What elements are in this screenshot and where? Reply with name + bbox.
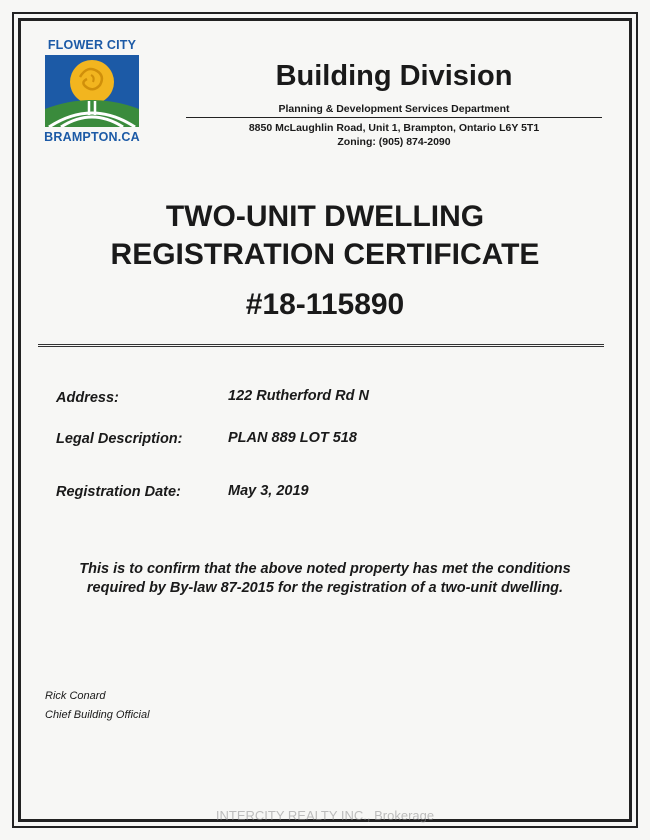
division-title: Building Division — [275, 60, 513, 92]
legal-description-value: PLAN 889 LOT 518 — [228, 430, 357, 446]
flower-city-rose-icon — [45, 55, 139, 127]
logo-top-text: FLOWER CITY — [47, 38, 137, 52]
logo-bottom-text: BRAMPTON.CA — [44, 130, 140, 144]
section-divider — [38, 344, 604, 347]
department-name: Planning & Development Services Department — [278, 103, 510, 115]
certificate-title-line1: TWO-UNIT DWELLING — [165, 200, 485, 233]
letterhead — [186, 60, 602, 148]
legal-description-label: Legal Description: — [56, 431, 183, 447]
signatory-name: Rick Conard — [45, 690, 106, 702]
confirmation-line1: This is to confirm that the above noted property has met the conditions — [79, 561, 571, 577]
confirmation-statement — [40, 560, 610, 598]
registration-date-label: Registration Date: — [56, 484, 181, 500]
confirmation-line2: required by By-law 87-2015 for the registration of a two-unit dwelling. — [86, 580, 564, 596]
header-rule — [186, 117, 602, 118]
office-address: 8850 McLaughlin Road, Unit 1, Brampton, Ontario L6Y 5T1 — [248, 122, 540, 134]
brampton-logo — [40, 38, 144, 144]
certificate-title — [40, 198, 610, 274]
registration-date-value: May 3, 2019 — [228, 483, 309, 499]
address-value: 122 Rutherford Rd N — [228, 388, 369, 404]
certificate-title-line2: REGISTRATION CERTIFICATE — [110, 238, 540, 271]
certificate-number: #18-115890 — [245, 288, 405, 321]
zoning-phone: Zoning: (905) 874-2090 — [337, 136, 451, 148]
brokerage-watermark: INTERCITY REALTY INC., Brokerage — [215, 808, 435, 823]
signatory-title: Chief Building Official — [45, 709, 150, 721]
address-label: Address: — [56, 390, 119, 406]
